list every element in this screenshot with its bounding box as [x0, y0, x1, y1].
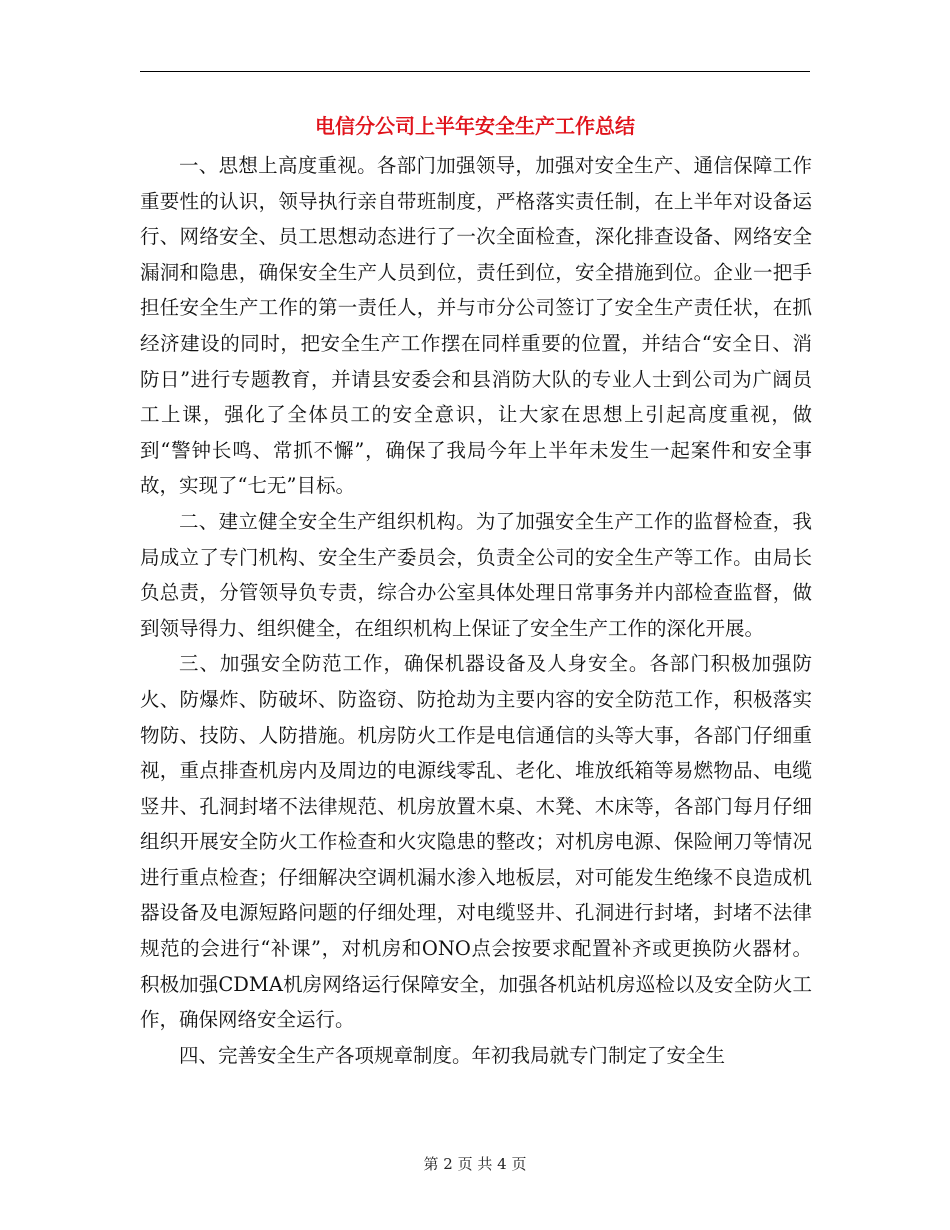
paragraph-3: 三、加强安全防范工作，确保机器设备及人身安全。各部门积极加强防火、防爆炸、防破坏、防盗窃、防抢劫为主要内容的安全防范工作，积极落实物防、技防、人防措施。机房防火工作是电信通信的头等大事，各部门仔细重视，重点排查机房内及周边的电源线零乱、老化、堆放纸箱等易燃物品、电缆竖井、孔洞封堵不法律规范、机房放置木桌、木凳、木床等，各部门每月仔细组织开展安全防火工作检查和火灾隐患的整改；对机房电源、保险闸刀等情况进行重点检查；仔细解决空调机漏水渗入地板层，对可能发生绝缘不良造成机器设备及电源短路问题的仔细处理，对电缆竖井、孔洞进行封堵，封堵不法律规范的会进行“补课”，对机房和ONO点会按要求配置补齐或更换防火器材。积极加强CDMA机房网络运行保障安全，加强各机站机房巡检以及安全防火工作，确保网络安全运行。 — [140, 652, 812, 1032]
page-number-footer: 第 2 页 共 4 页 — [423, 1155, 527, 1173]
document-title: 电信分公司上半年安全生产工作总结 — [315, 114, 635, 138]
paragraph-2: 二、建立健全安全生产组织机构。为了加强安全生产工作的监督检查，我局成立了专门机构、安全生产委员会，负责全公司的安全生产等工作。由局长负总责，分管领导负专责，综合办公室具体处理日常事务并内部检查监督，做到领导得力、组织健全，在组织机构上保证了安全生产工作的深化开展。 — [140, 509, 812, 640]
header-rule — [140, 71, 810, 72]
paragraph-4: 四、完善安全生产各项规章制度。年初我局就专门制定了安全生 — [179, 1043, 726, 1067]
paragraph-1: 一、思想上高度重视。各部门加强领导，加强对安全生产、通信保障工作重要性的认识，领导执行亲自带班制度，严格落实责任制，在上半年对设备运行、网络安全、员工思想动态进行了一次全面检查，深化排查设备、网络安全漏洞和隐患，确保安全生产人员到位，责任到位，安全措施到位。企业一把手担任安全生产工作的第一责任人，并与市分公司签订了安全生产责任状，在抓经济建设的同时，把安全生产工作摆在同样重要的位置，并结合“安全日、消防日”进行专题教育，并请县安委会和县消防大队的专业人士到公司为广阔员工上课，强化了全体员工的安全意识，让大家在思想上引起高度重视，做到“警钟长鸣、常抓不懈”，确保了我局今年上半年未发生一起案件和安全事故，实现了“七无”目标。 — [140, 154, 812, 498]
document-body — [140, 148, 812, 1073]
